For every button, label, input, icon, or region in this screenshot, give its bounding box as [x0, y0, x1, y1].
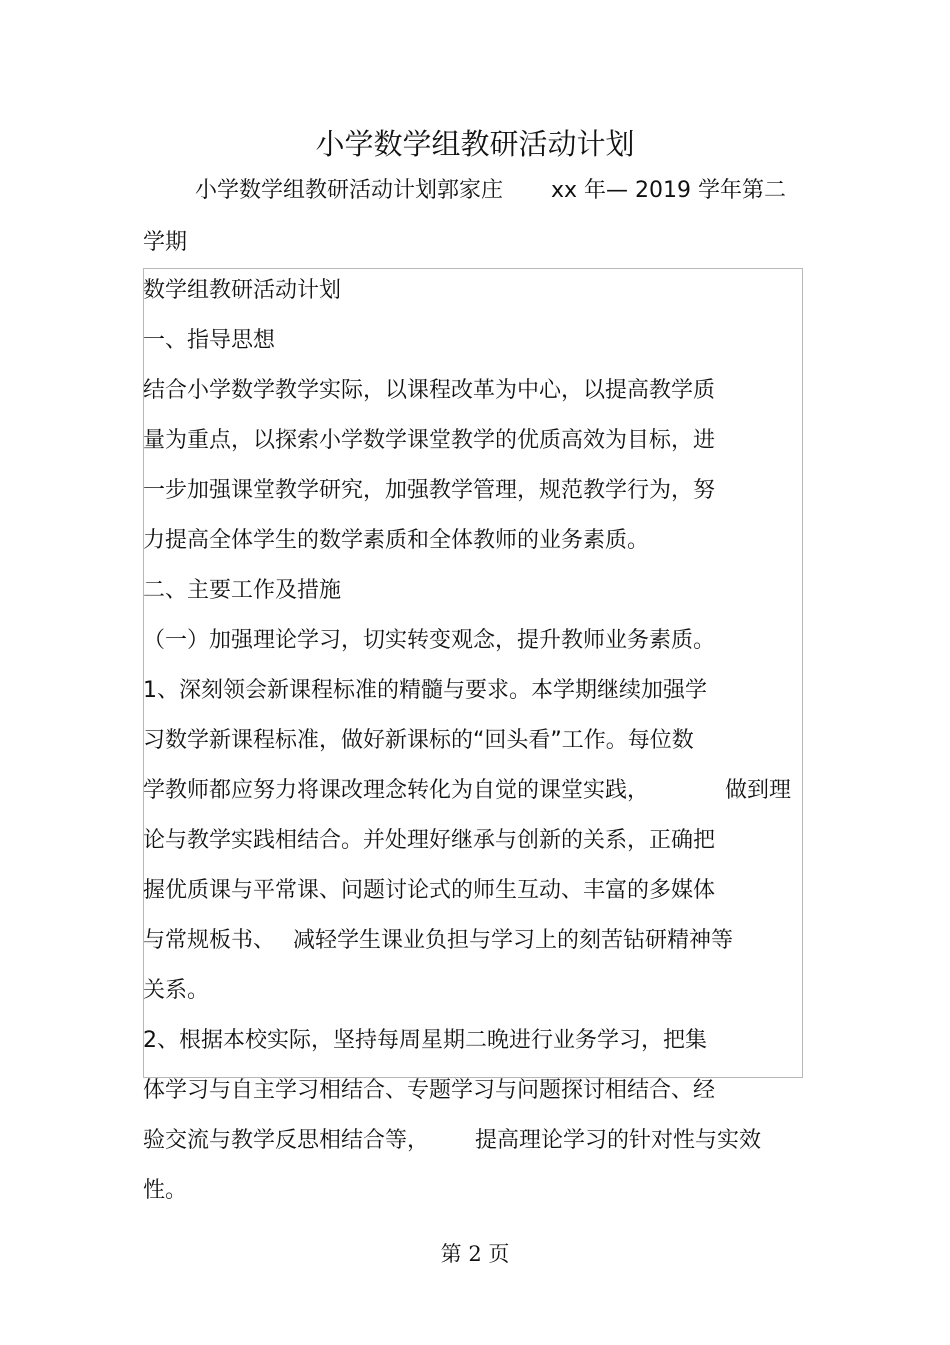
- paragraph-line: 习数学新课程标准，做好新课标的“回头看”工作。每位数: [143, 728, 694, 753]
- paragraph-fragment: 提高理论学习的针对性与实效: [475, 1128, 762, 1153]
- paragraph-fragment: 与常规板书、: [143, 928, 276, 953]
- paragraph-fragment: 减轻学生课业负担与学习上的刻苦钻研精神等: [293, 928, 734, 953]
- subtitle-line-1: [195, 176, 786, 206]
- paragraph-line: 结合小学数学教学实际，以课程改革为中心，以提高教学质: [143, 378, 716, 403]
- document-title: 小学数学组教研活动计划: [315, 127, 635, 161]
- paragraph-line: 握优质课与平常课、问题讨论式的师生互动、丰富的多媒体: [143, 878, 716, 903]
- paragraph-line: 量为重点，以探索小学数学课堂教学的优质高效为目标，进: [143, 428, 716, 453]
- paragraph-fragment: 学教师都应努力将课改理念转化为自觉的课堂实践，: [143, 778, 650, 803]
- paragraph-line: [143, 1126, 761, 1156]
- paragraph-line: 性。: [143, 1178, 188, 1203]
- paragraph-line: 2、根据本校实际，坚持每周星期二晚进行业务学习，把集: [143, 1028, 707, 1053]
- paragraph-fragment: 验交流与教学反思相结合等，: [143, 1128, 430, 1153]
- subtitle-line-2: 学期: [143, 230, 188, 255]
- paragraph-fragment: 做到理: [725, 778, 792, 803]
- paragraph-line: 论与教学实践相结合。并处理好继承与创新的关系，正确把: [143, 828, 716, 853]
- subtitle-text: 小学数学组教研活动计划郭家庄: [195, 178, 504, 203]
- heading-guiding-ideology: 一、指导思想: [143, 328, 276, 353]
- subtitle-school-year: xx 年— 2019 学年第二: [551, 178, 787, 203]
- paragraph-line: 力提高全体学生的数学素质和全体教师的业务素质。: [143, 528, 650, 553]
- heading-main-work: 二、主要工作及措施: [143, 578, 342, 603]
- paragraph-line: 一步加强课堂教学研究，加强教学管理，规范教学行为，努: [143, 478, 716, 503]
- page-number: 第 2 页: [440, 1242, 510, 1266]
- paragraph-line: 1、深刻领会新课程标准的精髓与要求。本学期继续加强学: [143, 678, 707, 703]
- paragraph-line: 体学习与自主学习相结合、专题学习与问题探讨相结合、经: [143, 1078, 716, 1103]
- paragraph-line: 关系。: [143, 978, 210, 1003]
- paragraph-line: [143, 926, 733, 956]
- paragraph-line: [143, 776, 791, 806]
- subheading-theory-study: （一）加强理论学习，切实转变观念，提升教师业务素质。: [143, 628, 716, 653]
- section-heading: 数学组教研活动计划: [143, 278, 342, 303]
